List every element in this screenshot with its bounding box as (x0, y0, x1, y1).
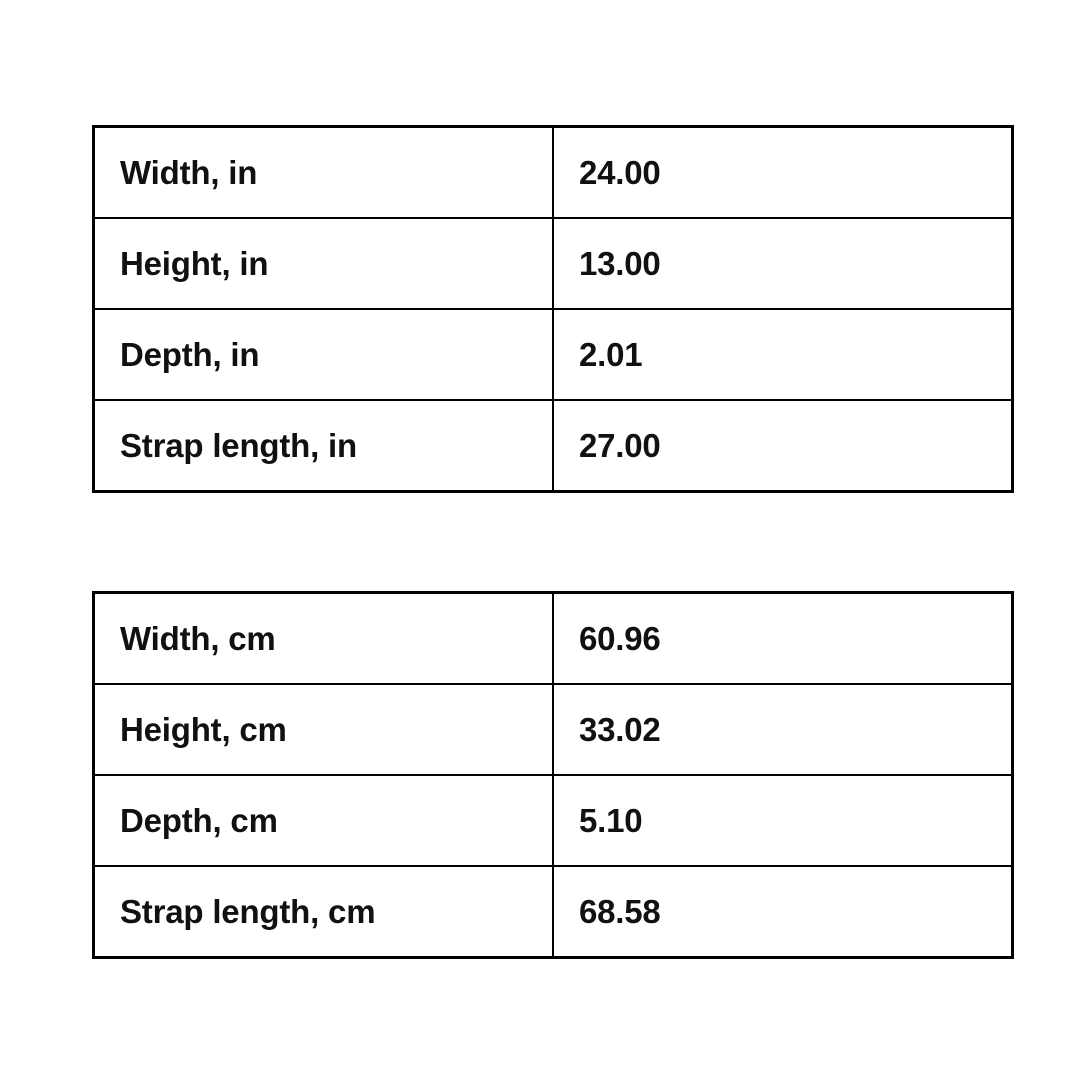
dimension-label-cell: Height, cm (94, 684, 554, 775)
table-row (94, 400, 1013, 492)
dimension-value-cell: 68.58 (553, 866, 1013, 958)
dimension-value-cell: 60.96 (553, 593, 1013, 685)
dimension-value-cell: 27.00 (553, 400, 1013, 492)
table-row (94, 775, 1013, 866)
table-row (94, 866, 1013, 958)
dimension-label-cell: Depth, in (94, 309, 554, 400)
dimension-value-cell: 5.10 (553, 775, 1013, 866)
table-row (94, 127, 1013, 219)
dimension-value-cell: 2.01 (553, 309, 1013, 400)
dimension-value-cell: 33.02 (553, 684, 1013, 775)
table-row (94, 684, 1013, 775)
dimension-label-cell: Depth, cm (94, 775, 554, 866)
dimension-label-cell: Width, cm (94, 593, 554, 685)
size-table-inches (92, 125, 1014, 493)
dimension-value-cell: 13.00 (553, 218, 1013, 309)
table-row (94, 593, 1013, 685)
table-row (94, 218, 1013, 309)
dimension-label-cell: Strap length, in (94, 400, 554, 492)
dimension-label-cell: Height, in (94, 218, 554, 309)
dimension-label-cell: Strap length, cm (94, 866, 554, 958)
dimension-label-cell: Width, in (94, 127, 554, 219)
dimension-value-cell: 24.00 (553, 127, 1013, 219)
table-row (94, 309, 1013, 400)
size-table-centimeters (92, 591, 1014, 959)
